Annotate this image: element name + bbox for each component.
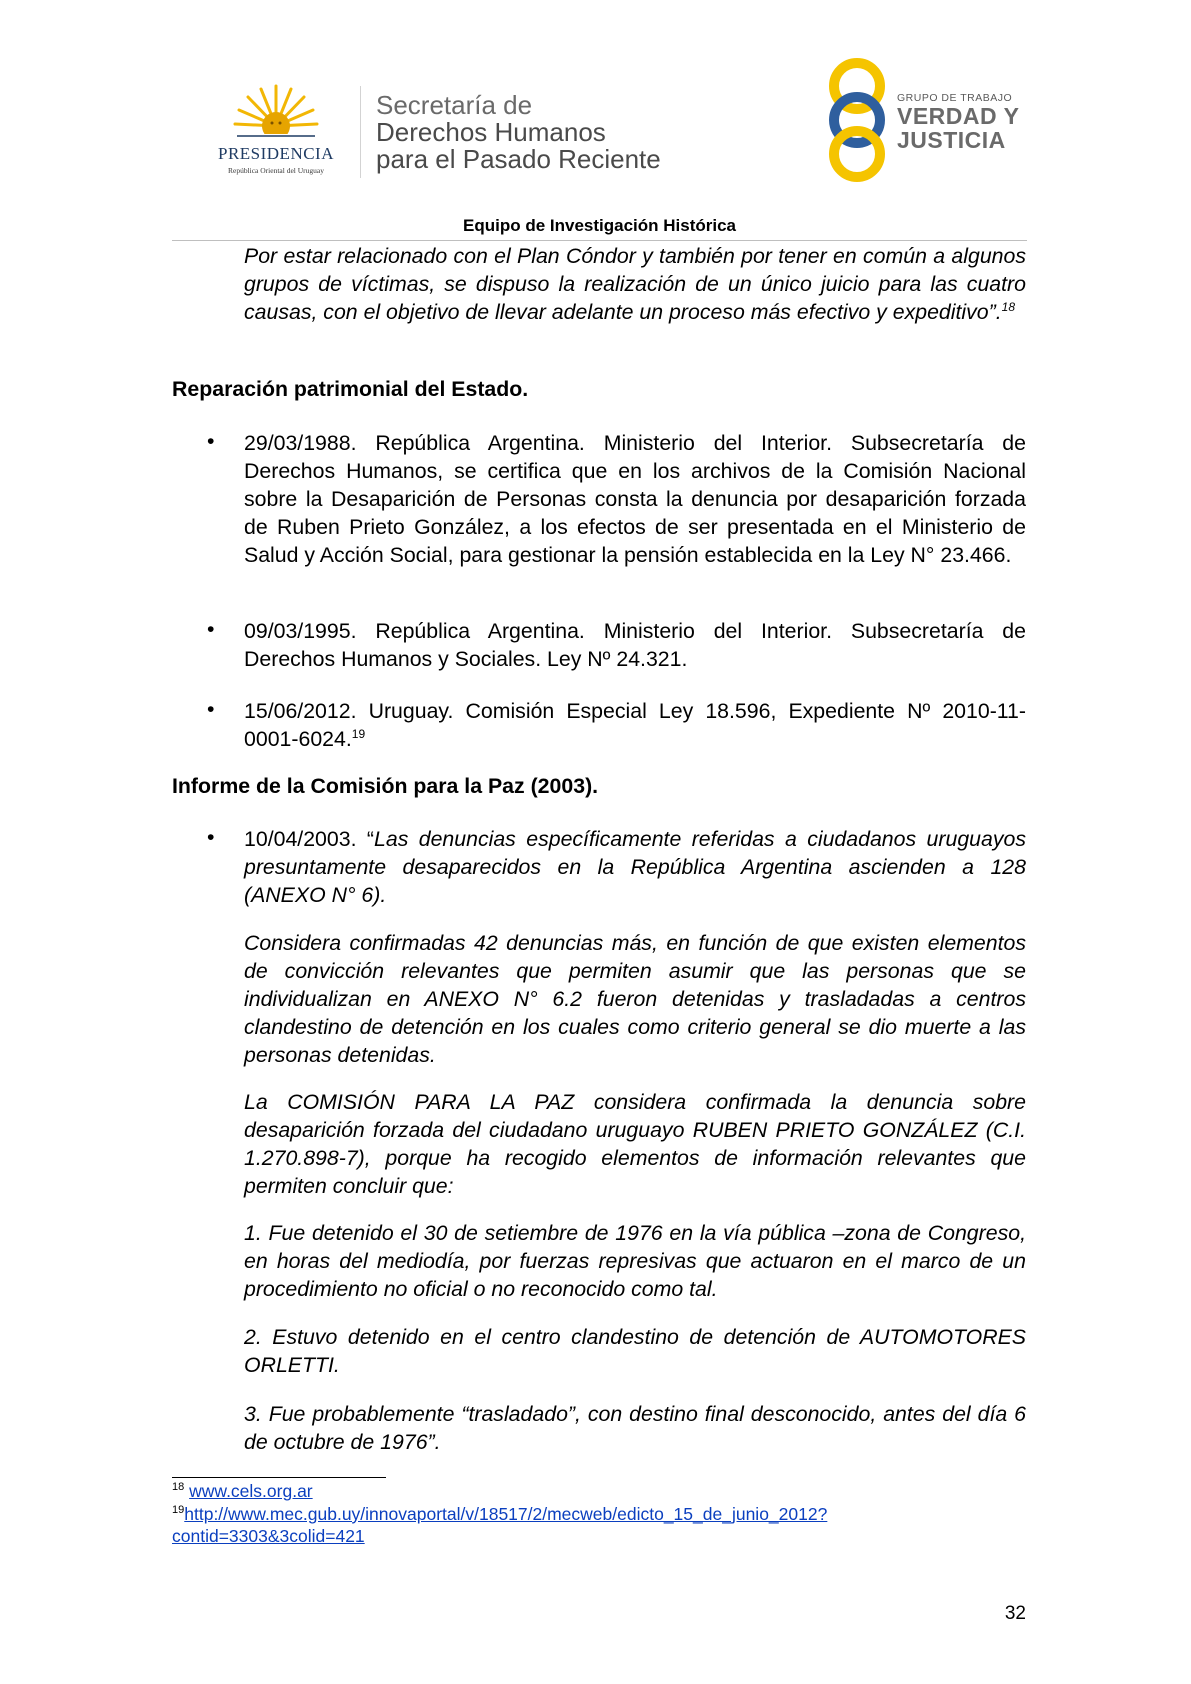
presidencia-logo <box>198 82 354 178</box>
grupo-name <box>897 104 1019 152</box>
quote-paragraph: 2. Estuvo detenido en el centro clandestino de detención de AUTOMOTORES ORLETTI. <box>244 1325 1026 1377</box>
quote-paragraph: La COMISIÓN PARA LA PAZ considera confirmada la denuncia sobre desaparición forzada del ciudadano uruguayo RUBEN PRIETO GONZÁLEZ (C.I. 1.270.898-7), porque ha recogido elementos de información relevantes que permiten concluir que: <box>244 1090 1026 1198</box>
presidencia-name: PRESIDENCIA <box>217 144 334 163</box>
quote-paragraph: Considera confirmadas 42 denuncias más, en función de que existen elementos de convicción relevantes que permiten asumir que las personas que se individualizan en ANEXO N° 6.2 fueron detenidas y trasladadas a centros clandestino de detención en los cuales como criterio general se dio muerte a las personas detenidas. <box>244 931 1026 1067</box>
footnote-ref-19: 19 <box>351 726 366 741</box>
list-item-text: 15/06/2012. Uruguay. Comisión Especial Ley 18.596, Expediente Nº 2010-11-0001-6024. <box>244 699 1026 751</box>
grupo-name-line-2: JUSTICIA <box>897 127 1006 153</box>
bullet-marker: • <box>207 429 215 453</box>
quote-paragraph: 1. Fue detenido el 30 de setiembre de 1976 en la vía pública –zona de Congreso, en horas del mediodía, por fuerzas represivas que actuaron en el marco de un procedimiento no oficial o no reconocido como tal. <box>244 1221 1026 1301</box>
footnote-18 <box>172 1480 313 1502</box>
section-heading-comision: Informe de la Comisión para la Paz (2003). <box>172 774 599 798</box>
sun-icon <box>233 82 319 146</box>
list-item-text: 29/03/1988. República Argentina. Ministerio del Interior. Subsecretaría de Derechos Humanos, se certifica que en los archivos de la Comisión Nacional sobre la Desaparición de Personas consta la denuncia por desaparición forzada de Ruben Prieto González, a los efectos de ser presentada en el Ministerio de Salud y Acción Social, para gestionar la pensión establecida en la Ley N° 23.466. <box>244 431 1026 567</box>
footnote-19 <box>172 1503 827 1547</box>
secretaria-line-2: Derechos Humanos <box>376 117 606 147</box>
intro-quote-text: Por estar relacionado con el Plan Cóndor y también por tener en común a algunos grupos de víctimas, se dispuso la realización de un único juicio para las cuatro causas, con el objetivo de llevar adelante un proceso más efectivo y expeditivo”. <box>244 244 1026 324</box>
team-title: Equipo de Investigación Histórica <box>463 216 736 235</box>
page-number: 32 <box>1004 1603 1026 1624</box>
secretaria-line-3: para el Pasado Reciente <box>376 144 661 174</box>
secretaria-title <box>376 92 661 173</box>
header-divider <box>360 86 361 178</box>
list-item <box>244 617 1026 673</box>
quote-paragraph: 3. Fue probablemente “trasladado”, con destino final desconocido, antes del día 6 de octubre de 1976”. <box>244 1402 1026 1454</box>
footnote-link[interactable]: http://www.mec.gub.uy/innovaportal/v/18517/2/mecweb/edicto_15_de_junio_2012? <box>184 1504 828 1524</box>
bullet-marker: • <box>207 825 215 849</box>
footnote-link[interactable]: www.cels.org.ar <box>189 1481 313 1501</box>
list-item <box>244 697 1026 753</box>
bullet-marker: • <box>207 697 215 721</box>
footnote-link-continued[interactable]: contid=3303&3colid=421 <box>172 1526 365 1546</box>
page-header <box>0 0 1191 240</box>
verdad-justicia-logo <box>822 58 1032 182</box>
bullet-marker: • <box>207 617 215 641</box>
presidencia-subtitle: República Oriental del Uruguay <box>227 166 324 175</box>
footnote-number: 18 <box>172 1481 185 1494</box>
section-heading-reparacion: Reparación patrimonial del Estado. <box>172 377 529 401</box>
list-item <box>244 429 1026 569</box>
footnote-ref-18: 18 <box>1001 299 1016 314</box>
intro-quote <box>244 242 1026 326</box>
list-item <box>244 825 1026 909</box>
grupo-label: GRUPO DE TRABAJO <box>897 92 1013 104</box>
header-rule <box>172 240 1027 241</box>
footnote-rule <box>172 1477 386 1478</box>
footnote-number: 19 <box>172 1504 185 1517</box>
rings-icon <box>822 58 892 182</box>
secretaria-line-1: Secretaría de <box>376 90 533 120</box>
quote-text: Las denuncias específicamente referidas a ciudadanos uruguayos presuntamente desaparecidos en la República Argentina ascienden a 128 (ANEXO N° 6). <box>244 827 1027 907</box>
list-item-text: 09/03/1995. República Argentina. Ministerio del Interior. Subsecretaría de Derechos Humanos y Sociales. Ley Nº 24.321. <box>244 619 1026 671</box>
grupo-name-line-1: VERDAD Y <box>897 103 1020 129</box>
list-item-date: 10/04/2003. “ <box>244 827 374 851</box>
